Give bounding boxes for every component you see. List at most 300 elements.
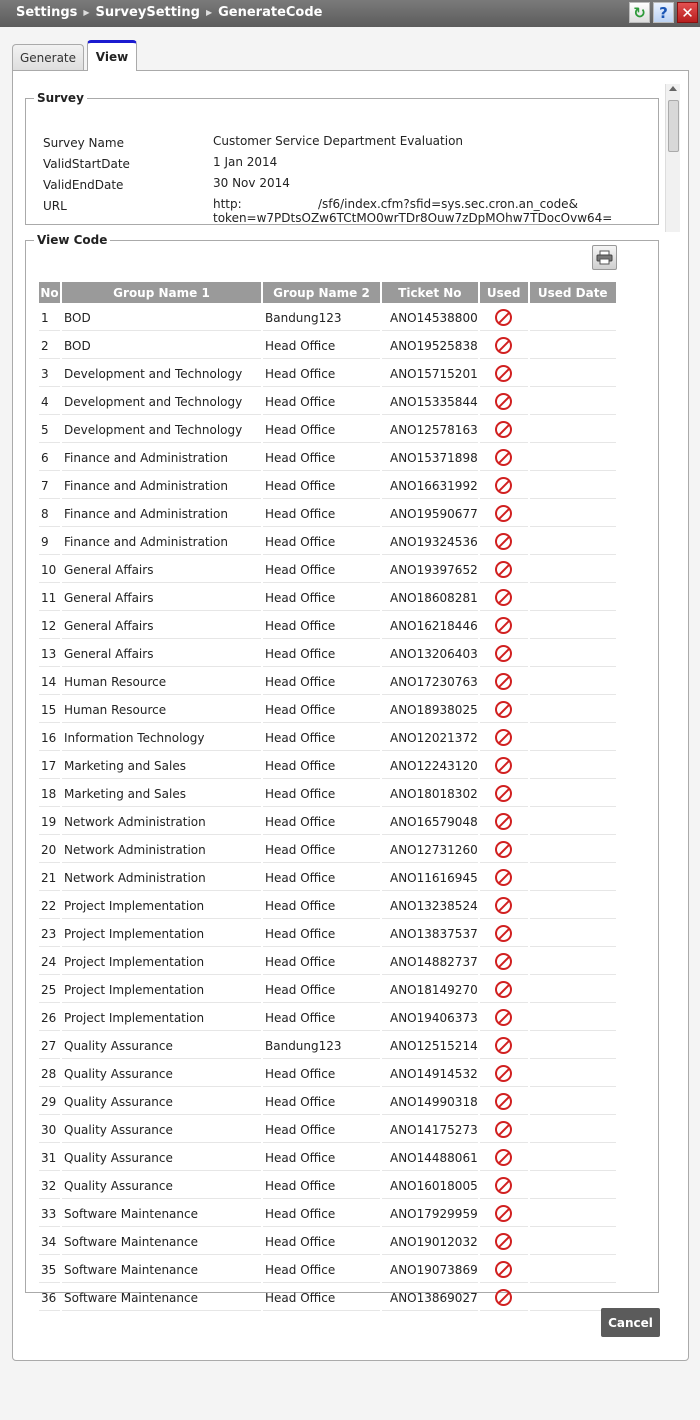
cell-group-name-2: Head Office bbox=[263, 809, 380, 835]
cell-used-date bbox=[530, 1089, 616, 1115]
valid-start-label: ValidStartDate bbox=[43, 157, 130, 171]
cell-used bbox=[480, 949, 528, 975]
table-row bbox=[39, 1089, 616, 1115]
cell-no: 2 bbox=[39, 333, 60, 359]
cell-used bbox=[480, 809, 528, 835]
cell-ticket-no: ANO14990318 bbox=[382, 1089, 478, 1115]
cell-used-date bbox=[530, 781, 616, 807]
cell-no: 18 bbox=[39, 781, 60, 807]
cell-ticket-no: ANO12243120 bbox=[382, 753, 478, 779]
no-entry-icon bbox=[495, 869, 512, 886]
cell-used bbox=[480, 1005, 528, 1031]
cell-used bbox=[480, 333, 528, 359]
cell-used-date bbox=[530, 613, 616, 639]
cell-no: 5 bbox=[39, 417, 60, 443]
cell-used-date bbox=[530, 389, 616, 415]
cell-group-name-1: Software Maintenance bbox=[62, 1285, 261, 1311]
cell-used bbox=[480, 641, 528, 667]
cell-group-name-1: Quality Assurance bbox=[62, 1145, 261, 1171]
cell-group-name-2: Head Office bbox=[263, 949, 380, 975]
no-entry-icon bbox=[495, 561, 512, 578]
table-row bbox=[39, 361, 616, 387]
tab-generate[interactable]: Generate bbox=[12, 44, 84, 70]
cell-used-date bbox=[530, 1145, 616, 1171]
cell-group-name-1: Human Resource bbox=[62, 697, 261, 723]
cell-used-date bbox=[530, 417, 616, 443]
cell-ticket-no: ANO15335844 bbox=[382, 389, 478, 415]
breadcrumb-generatecode: GenerateCode bbox=[218, 5, 323, 20]
cell-group-name-2: Bandung123 bbox=[263, 1033, 380, 1059]
cell-group-name-2: Head Office bbox=[263, 585, 380, 611]
table-row bbox=[39, 921, 616, 947]
cell-no: 9 bbox=[39, 529, 60, 555]
cell-used bbox=[480, 1201, 528, 1227]
no-entry-icon bbox=[495, 757, 512, 774]
cell-no: 35 bbox=[39, 1257, 60, 1283]
cell-group-name-1: General Affairs bbox=[62, 585, 261, 611]
cell-no: 7 bbox=[39, 473, 60, 499]
cell-used bbox=[480, 389, 528, 415]
table-row bbox=[39, 781, 616, 807]
cell-no: 36 bbox=[39, 1285, 60, 1311]
table-row bbox=[39, 837, 616, 863]
cell-no: 11 bbox=[39, 585, 60, 611]
cell-group-name-2: Head Office bbox=[263, 921, 380, 947]
no-entry-icon bbox=[495, 1177, 512, 1194]
title-bar bbox=[0, 0, 700, 27]
table-row bbox=[39, 585, 616, 611]
cell-used-date bbox=[530, 1033, 616, 1059]
breadcrumb-separator-icon: ▶ bbox=[205, 8, 213, 17]
table-row bbox=[39, 1061, 616, 1087]
table-row bbox=[39, 1285, 616, 1311]
cell-group-name-2: Head Office bbox=[263, 697, 380, 723]
no-entry-icon bbox=[495, 589, 512, 606]
cell-used-date bbox=[530, 1005, 616, 1031]
table-row bbox=[39, 1173, 616, 1199]
print-button[interactable] bbox=[592, 245, 617, 270]
cell-group-name-1: Finance and Administration bbox=[62, 529, 261, 555]
no-entry-icon bbox=[495, 925, 512, 942]
cell-ticket-no: ANO12578163 bbox=[382, 417, 478, 443]
cell-no: 1 bbox=[39, 305, 60, 331]
cell-ticket-no: ANO14538800 bbox=[382, 305, 478, 331]
cell-used-date bbox=[530, 333, 616, 359]
cell-group-name-1: General Affairs bbox=[62, 557, 261, 583]
no-entry-icon bbox=[495, 1065, 512, 1082]
table-row bbox=[39, 725, 616, 751]
cell-used bbox=[480, 1033, 528, 1059]
cell-group-name-1: Project Implementation bbox=[62, 893, 261, 919]
cell-group-name-1: Finance and Administration bbox=[62, 501, 261, 527]
cell-used bbox=[480, 445, 528, 471]
cell-group-name-1: General Affairs bbox=[62, 641, 261, 667]
cell-used bbox=[480, 921, 528, 947]
table-header-row bbox=[39, 282, 616, 303]
scrollbar[interactable] bbox=[665, 84, 680, 232]
cell-ticket-no: ANO14488061 bbox=[382, 1145, 478, 1171]
cell-group-name-2: Head Office bbox=[263, 389, 380, 415]
cell-used bbox=[480, 1285, 528, 1311]
cell-no: 26 bbox=[39, 1005, 60, 1031]
cell-used bbox=[480, 305, 528, 331]
no-entry-icon bbox=[495, 337, 512, 354]
cell-used-date bbox=[530, 1257, 616, 1283]
table-row bbox=[39, 865, 616, 891]
cell-ticket-no: ANO12731260 bbox=[382, 837, 478, 863]
cell-group-name-2: Head Office bbox=[263, 1257, 380, 1283]
cell-used bbox=[480, 417, 528, 443]
table-row bbox=[39, 557, 616, 583]
table-row bbox=[39, 809, 616, 835]
table-row bbox=[39, 753, 616, 779]
cell-group-name-2: Head Office bbox=[263, 1061, 380, 1087]
cell-group-name-1: General Affairs bbox=[62, 613, 261, 639]
col-ticket-no[interactable]: Ticket No bbox=[382, 282, 478, 303]
cell-used-date bbox=[530, 893, 616, 919]
cell-group-name-2: Head Office bbox=[263, 1285, 380, 1311]
close-icon[interactable]: ✕ bbox=[677, 2, 698, 23]
no-entry-icon bbox=[495, 1093, 512, 1110]
cell-used-date bbox=[530, 1117, 616, 1143]
cell-no: 28 bbox=[39, 1061, 60, 1087]
table-row bbox=[39, 529, 616, 555]
cell-used-date bbox=[530, 809, 616, 835]
cell-used bbox=[480, 1117, 528, 1143]
no-entry-icon bbox=[495, 897, 512, 914]
col-group-name-1[interactable]: Group Name 1 bbox=[62, 282, 261, 303]
cell-group-name-2: Head Office bbox=[263, 1117, 380, 1143]
cell-ticket-no: ANO18018302 bbox=[382, 781, 478, 807]
cell-used-date bbox=[530, 445, 616, 471]
cell-used-date bbox=[530, 725, 616, 751]
code-table bbox=[37, 280, 618, 1313]
cell-used-date bbox=[530, 669, 616, 695]
no-entry-icon bbox=[495, 981, 512, 998]
cell-used-date bbox=[530, 977, 616, 1003]
cell-no: 23 bbox=[39, 921, 60, 947]
no-entry-icon bbox=[495, 617, 512, 634]
cell-group-name-2: Head Office bbox=[263, 1229, 380, 1255]
cell-used-date bbox=[530, 529, 616, 555]
cell-ticket-no: ANO17230763 bbox=[382, 669, 478, 695]
cell-no: 20 bbox=[39, 837, 60, 863]
table-row bbox=[39, 501, 616, 527]
no-entry-icon bbox=[495, 309, 512, 326]
cell-no: 8 bbox=[39, 501, 60, 527]
cell-ticket-no: ANO19406373 bbox=[382, 1005, 478, 1031]
cell-group-name-1: Quality Assurance bbox=[62, 1033, 261, 1059]
cell-used bbox=[480, 361, 528, 387]
breadcrumb-surveysetting[interactable]: SurveySetting bbox=[95, 5, 200, 20]
table-row bbox=[39, 305, 616, 331]
cell-used-date bbox=[530, 557, 616, 583]
cell-no: 16 bbox=[39, 725, 60, 751]
cell-group-name-2: Head Office bbox=[263, 333, 380, 359]
col-group-name-2[interactable]: Group Name 2 bbox=[263, 282, 380, 303]
cell-used-date bbox=[530, 865, 616, 891]
cell-group-name-2: Head Office bbox=[263, 1005, 380, 1031]
cell-no: 21 bbox=[39, 865, 60, 891]
cell-no: 6 bbox=[39, 445, 60, 471]
no-entry-icon bbox=[495, 1289, 512, 1306]
cell-used-date bbox=[530, 641, 616, 667]
cell-no: 32 bbox=[39, 1173, 60, 1199]
cell-ticket-no: ANO15715201 bbox=[382, 361, 478, 387]
cell-used bbox=[480, 753, 528, 779]
table-row bbox=[39, 1229, 616, 1255]
cell-group-name-2: Head Office bbox=[263, 361, 380, 387]
no-entry-icon bbox=[495, 393, 512, 410]
no-entry-icon bbox=[495, 729, 512, 746]
no-entry-icon bbox=[495, 701, 512, 718]
cell-no: 31 bbox=[39, 1145, 60, 1171]
table-row bbox=[39, 641, 616, 667]
cell-ticket-no: ANO16018005 bbox=[382, 1173, 478, 1199]
cell-group-name-2: Head Office bbox=[263, 669, 380, 695]
table-row bbox=[39, 697, 616, 723]
valid-start-value: 1 Jan 2014 bbox=[213, 155, 278, 169]
cell-group-name-2: Bandung123 bbox=[263, 305, 380, 331]
cell-used-date bbox=[530, 837, 616, 863]
cell-group-name-2: Head Office bbox=[263, 753, 380, 779]
cell-used bbox=[480, 1145, 528, 1171]
table-row bbox=[39, 893, 616, 919]
no-entry-icon bbox=[495, 841, 512, 858]
cell-used bbox=[480, 893, 528, 919]
cell-group-name-1: Network Administration bbox=[62, 865, 261, 891]
cell-no: 33 bbox=[39, 1201, 60, 1227]
cell-used bbox=[480, 865, 528, 891]
survey-name-value: Customer Service Department Evaluation bbox=[213, 134, 464, 148]
table-row bbox=[39, 417, 616, 443]
table-row bbox=[39, 949, 616, 975]
no-entry-icon bbox=[495, 1009, 512, 1026]
cell-group-name-1: Software Maintenance bbox=[62, 1229, 261, 1255]
no-entry-icon bbox=[495, 421, 512, 438]
cell-no: 25 bbox=[39, 977, 60, 1003]
cell-group-name-2: Head Office bbox=[263, 865, 380, 891]
cell-used bbox=[480, 1229, 528, 1255]
cell-group-name-2: Head Office bbox=[263, 613, 380, 639]
no-entry-icon bbox=[495, 365, 512, 382]
cell-ticket-no: ANO19525838 bbox=[382, 333, 478, 359]
col-no[interactable]: No bbox=[39, 282, 60, 303]
survey-section bbox=[25, 91, 659, 225]
cell-ticket-no: ANO14914532 bbox=[382, 1061, 478, 1087]
cell-used-date bbox=[530, 1173, 616, 1199]
cell-used-date bbox=[530, 473, 616, 499]
cell-no: 15 bbox=[39, 697, 60, 723]
no-entry-icon bbox=[495, 673, 512, 690]
cell-group-name-1: Marketing and Sales bbox=[62, 781, 261, 807]
cell-ticket-no: ANO13869027 bbox=[382, 1285, 478, 1311]
no-entry-icon bbox=[495, 505, 512, 522]
cell-ticket-no: ANO18149270 bbox=[382, 977, 478, 1003]
cancel-button[interactable]: Cancel bbox=[601, 1308, 660, 1337]
valid-end-label: ValidEndDate bbox=[43, 178, 124, 192]
no-entry-icon bbox=[495, 449, 512, 466]
cell-group-name-1: Development and Technology bbox=[62, 361, 261, 387]
cell-used bbox=[480, 529, 528, 555]
cell-group-name-2: Head Office bbox=[263, 473, 380, 499]
cell-group-name-1: Network Administration bbox=[62, 837, 261, 863]
cell-group-name-1: Project Implementation bbox=[62, 1005, 261, 1031]
cell-ticket-no: ANO13837537 bbox=[382, 921, 478, 947]
cell-group-name-2: Head Office bbox=[263, 417, 380, 443]
cell-used bbox=[480, 501, 528, 527]
cell-group-name-2: Head Office bbox=[263, 977, 380, 1003]
no-entry-icon bbox=[495, 477, 512, 494]
cell-group-name-2: Head Office bbox=[263, 557, 380, 583]
cell-group-name-2: Head Office bbox=[263, 445, 380, 471]
url-label: URL bbox=[43, 199, 67, 213]
cell-ticket-no: ANO19012032 bbox=[382, 1229, 478, 1255]
cell-ticket-no: ANO12021372 bbox=[382, 725, 478, 751]
cell-ticket-no: ANO13206403 bbox=[382, 641, 478, 667]
cell-no: 34 bbox=[39, 1229, 60, 1255]
cell-used-date bbox=[530, 697, 616, 723]
cell-ticket-no: ANO18608281 bbox=[382, 585, 478, 611]
table-row bbox=[39, 669, 616, 695]
table-row bbox=[39, 1257, 616, 1283]
cell-ticket-no: ANO19324536 bbox=[382, 529, 478, 555]
cell-group-name-1: Software Maintenance bbox=[62, 1201, 261, 1227]
table-row bbox=[39, 1145, 616, 1171]
cell-group-name-1: BOD bbox=[62, 305, 261, 331]
valid-end-value: 30 Nov 2014 bbox=[213, 176, 290, 190]
no-entry-icon bbox=[495, 1121, 512, 1138]
cell-group-name-2: Head Office bbox=[263, 1201, 380, 1227]
breadcrumb-settings[interactable]: Settings bbox=[16, 5, 78, 20]
no-entry-icon bbox=[495, 1233, 512, 1250]
table-row bbox=[39, 1033, 616, 1059]
help-icon[interactable]: ? bbox=[653, 2, 674, 23]
cell-used-date bbox=[530, 305, 616, 331]
cell-group-name-1: Software Maintenance bbox=[62, 1257, 261, 1283]
cell-no: 19 bbox=[39, 809, 60, 835]
cell-used bbox=[480, 557, 528, 583]
cell-group-name-1: Information Technology bbox=[62, 725, 261, 751]
cell-no: 24 bbox=[39, 949, 60, 975]
cell-used bbox=[480, 1173, 528, 1199]
cell-group-name-2: Head Office bbox=[263, 725, 380, 751]
scroll-thumb[interactable] bbox=[668, 100, 679, 152]
cell-group-name-1: BOD bbox=[62, 333, 261, 359]
cell-used bbox=[480, 697, 528, 723]
cell-ticket-no: ANO13238524 bbox=[382, 893, 478, 919]
cell-used bbox=[480, 781, 528, 807]
cell-group-name-1: Development and Technology bbox=[62, 417, 261, 443]
view-code-legend: View Code bbox=[37, 233, 108, 247]
cell-used bbox=[480, 837, 528, 863]
col-used[interactable]: Used bbox=[480, 282, 528, 303]
cell-used-date bbox=[530, 585, 616, 611]
cell-no: 4 bbox=[39, 389, 60, 415]
cell-group-name-1: Quality Assurance bbox=[62, 1173, 261, 1199]
table-row bbox=[39, 1005, 616, 1031]
cell-no: 30 bbox=[39, 1117, 60, 1143]
cell-ticket-no: ANO17929959 bbox=[382, 1201, 478, 1227]
cell-group-name-1: Development and Technology bbox=[62, 389, 261, 415]
cell-group-name-1: Project Implementation bbox=[62, 949, 261, 975]
cell-used-date bbox=[530, 361, 616, 387]
table-row bbox=[39, 389, 616, 415]
cell-group-name-2: Head Office bbox=[263, 641, 380, 667]
table-row bbox=[39, 1201, 616, 1227]
cell-used bbox=[480, 1257, 528, 1283]
cell-used bbox=[480, 1061, 528, 1087]
cell-group-name-2: Head Office bbox=[263, 529, 380, 555]
table-row bbox=[39, 977, 616, 1003]
cell-group-name-1: Quality Assurance bbox=[62, 1089, 261, 1115]
cell-used bbox=[480, 725, 528, 751]
url-value-line1: http: /sf6/index.cfm?sfid=sys.sec.cron.an_code& bbox=[213, 197, 578, 211]
cell-used bbox=[480, 669, 528, 695]
cell-ticket-no: ANO19073869 bbox=[382, 1257, 478, 1283]
cell-group-name-1: Human Resource bbox=[62, 669, 261, 695]
cell-used bbox=[480, 473, 528, 499]
table-row bbox=[39, 333, 616, 359]
cell-used-date bbox=[530, 501, 616, 527]
cell-no: 3 bbox=[39, 361, 60, 387]
no-entry-icon bbox=[495, 813, 512, 830]
cell-ticket-no: ANO11616945 bbox=[382, 865, 478, 891]
cell-no: 14 bbox=[39, 669, 60, 695]
breadcrumb-separator-icon: ▶ bbox=[83, 8, 90, 17]
col-used-date[interactable]: Used Date bbox=[530, 282, 616, 303]
cell-no: 22 bbox=[39, 893, 60, 919]
no-entry-icon bbox=[495, 533, 512, 550]
cell-used-date bbox=[530, 921, 616, 947]
code-table-body bbox=[39, 305, 616, 1311]
cell-no: 29 bbox=[39, 1089, 60, 1115]
survey-legend: Survey bbox=[37, 91, 84, 105]
cell-used bbox=[480, 613, 528, 639]
no-entry-icon bbox=[495, 645, 512, 662]
table-row bbox=[39, 613, 616, 639]
cell-group-name-1: Project Implementation bbox=[62, 921, 261, 947]
table-row bbox=[39, 473, 616, 499]
cell-no: 10 bbox=[39, 557, 60, 583]
cell-group-name-1: Network Administration bbox=[62, 809, 261, 835]
cell-ticket-no: ANO16218446 bbox=[382, 613, 478, 639]
scroll-up-icon[interactable] bbox=[669, 86, 677, 91]
cell-ticket-no: ANO19590677 bbox=[382, 501, 478, 527]
no-entry-icon bbox=[495, 1149, 512, 1166]
survey-name-label: Survey Name bbox=[43, 136, 124, 150]
cell-used bbox=[480, 585, 528, 611]
cell-ticket-no: ANO16631992 bbox=[382, 473, 478, 499]
cell-group-name-2: Head Office bbox=[263, 893, 380, 919]
refresh-icon[interactable]: ↻ bbox=[629, 2, 650, 23]
cell-used bbox=[480, 1089, 528, 1115]
breadcrumb bbox=[16, 5, 322, 20]
tab-view[interactable]: View bbox=[87, 40, 137, 71]
cell-group-name-1: Finance and Administration bbox=[62, 445, 261, 471]
cell-used-date bbox=[530, 949, 616, 975]
printer-icon bbox=[596, 250, 613, 265]
cell-ticket-no: ANO12515214 bbox=[382, 1033, 478, 1059]
cell-no: 12 bbox=[39, 613, 60, 639]
cell-used-date bbox=[530, 1061, 616, 1087]
cell-no: 17 bbox=[39, 753, 60, 779]
cell-group-name-2: Head Office bbox=[263, 1173, 380, 1199]
cell-group-name-2: Head Office bbox=[263, 1089, 380, 1115]
cell-group-name-1: Finance and Administration bbox=[62, 473, 261, 499]
cell-used-date bbox=[530, 753, 616, 779]
cell-used-date bbox=[530, 1229, 616, 1255]
